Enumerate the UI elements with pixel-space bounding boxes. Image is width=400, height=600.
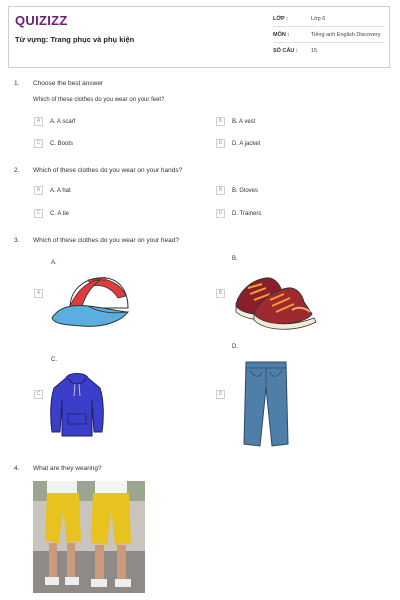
meta-value: Lớp 6: [311, 16, 326, 22]
option-label: A. A hat: [50, 188, 71, 194]
answer-box-a[interactable]: A: [34, 186, 43, 195]
meta-row-grade: [273, 11, 385, 27]
question-text: Which of these clothes do you wear on your hands?: [33, 167, 183, 174]
meta-row-subject: [273, 27, 385, 43]
question-text: What are they wearing?: [33, 465, 102, 472]
question-text: Which of these clothes do you wear on your feet?: [33, 97, 165, 103]
meta-value: Tiếng anh English Discovery: [311, 32, 381, 38]
answer-box-c[interactable]: C: [34, 139, 43, 148]
meta-key: SỐ CÂU :: [273, 48, 298, 54]
meta-key: LỚP :: [273, 16, 288, 22]
option-label: C. A tie: [50, 211, 70, 217]
option-label: A. A scarf: [50, 119, 76, 125]
answer-box-a[interactable]: A: [34, 289, 43, 298]
option-label: B. A vest: [232, 119, 256, 125]
hoodie-image: [48, 370, 106, 440]
meta-value: 15: [311, 48, 318, 54]
answer-box-b[interactable]: B: [216, 117, 225, 126]
jeans-image: [240, 360, 292, 448]
option-label: D. A jacket: [232, 141, 261, 147]
question-number: 1.: [14, 80, 20, 87]
question-number: 4.: [14, 465, 20, 472]
two-people-yellow-shorts-photo: [33, 481, 145, 593]
question-instruction: Choose the best answer: [33, 80, 104, 87]
answer-box-d[interactable]: D: [216, 390, 225, 399]
sneakers-image: [232, 270, 320, 332]
question-number: 2.: [14, 167, 20, 174]
baseball-cap-image: [48, 272, 138, 332]
answer-box-b[interactable]: B: [216, 186, 225, 195]
quizizz-logo: QUIZIZZ: [15, 13, 68, 28]
answer-box-d[interactable]: D: [216, 139, 225, 148]
option-label: B. Gloves: [232, 188, 259, 194]
answer-box-d[interactable]: D: [216, 209, 225, 218]
option-label: D. Trainers: [232, 211, 262, 217]
meta-row-question-count: [273, 43, 385, 58]
option-label: C.: [51, 357, 57, 363]
question-number: 3.: [14, 237, 20, 244]
worksheet-title: Từ vựng: Trang phục và phụ kiện: [15, 35, 135, 44]
option-label: D.: [232, 344, 238, 350]
option-label: B.: [232, 256, 238, 262]
answer-box-b[interactable]: B: [216, 289, 225, 298]
answer-box-c[interactable]: C: [34, 209, 43, 218]
meta-key: MÔN :: [273, 32, 290, 38]
question-text: Which of these clothes do you wear on your head?: [33, 237, 179, 244]
answer-box-c[interactable]: C: [34, 390, 43, 399]
option-label: A.: [51, 260, 57, 266]
answer-box-a[interactable]: A: [34, 117, 43, 126]
option-label: C. Boots: [50, 141, 74, 147]
worksheet-header: [8, 6, 390, 68]
